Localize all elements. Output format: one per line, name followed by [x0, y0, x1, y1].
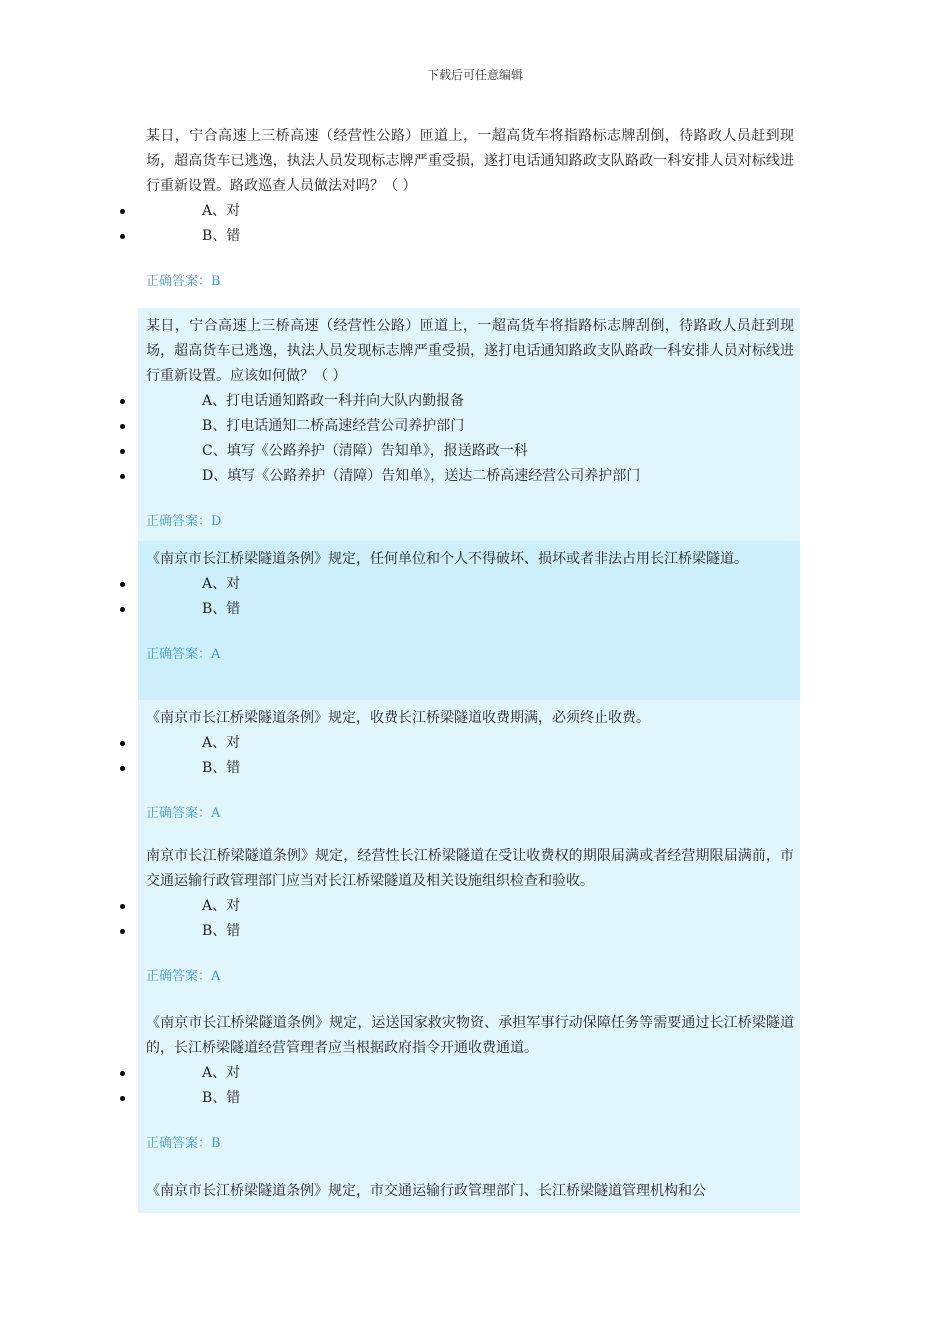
option-b[interactable]: B、错	[146, 1086, 794, 1111]
option-list	[146, 1061, 794, 1111]
option-b[interactable]: B、错	[146, 756, 794, 781]
option-a[interactable]: A、打电话通知路政一科并向大队内勤报备	[146, 389, 794, 414]
option-a[interactable]: A、对	[146, 731, 794, 756]
correct-answer: 正确答案：B	[146, 1136, 221, 1151]
question-3	[138, 541, 800, 700]
option-c[interactable]: C、填写《公路养护（清障）告知单》，报送路政一科	[146, 439, 794, 464]
option-list	[146, 389, 794, 489]
option-d[interactable]: D、填写《公路养护（清障）告知单》，送达二桥高速经营公司养护部门	[146, 464, 794, 489]
option-list	[146, 572, 794, 622]
option-list	[146, 199, 794, 249]
correct-answer: 正确答案：A	[146, 969, 221, 984]
question-7	[138, 1169, 800, 1213]
question-text: 某日，宁合高速上三桥高速（经营性公路）匝道上，一超高货车将指路标志牌刮倒，待路政人员赶到现场，超高货车已逃逸，执法人员发现标志牌严重受损，遂打电话通知路政支队路政一科安排人员对标线进行重新设置。路政巡查人员做法对吗？（ ）	[146, 128, 794, 194]
question-2	[138, 308, 800, 541]
page-header: 下载后可任意编辑	[426, 68, 523, 82]
question-text: 《南京市长江桥梁隧道条例》规定，运送国家救灾物资、承担军事行动保障任务等需要通过长江桥梁隧道的，长江桥梁隧道经营管理者应当根据政府指令开通收费通道。	[146, 1015, 794, 1056]
question-text: 《南京市长江桥梁隧道条例》规定，任何单位和个人不得破坏、损坏或者非法占用长江桥梁隧道。	[146, 551, 748, 567]
option-a[interactable]: A、对	[146, 572, 794, 597]
option-b[interactable]: B、打电话通知二桥高速经营公司养护部门	[146, 414, 794, 439]
correct-answer: 正确答案：B	[146, 274, 221, 289]
correct-answer: 正确答案：A	[146, 647, 221, 662]
question-1	[138, 120, 800, 308]
option-a[interactable]: A、对	[146, 894, 794, 919]
question-text: 某日，宁合高速上三桥高速（经营性公路）匝道上，一超高货车将指路标志牌刮倒，待路政人员赶到现场，超高货车已逃逸，执法人员发现标志牌严重受损，遂打电话通知路政支队路政一科安排人员对标线进行重新设置。应该如何做？（ ）	[146, 318, 794, 384]
option-a[interactable]: A、对	[146, 1061, 794, 1086]
correct-answer: 正确答案：A	[146, 806, 221, 821]
option-list	[146, 894, 794, 944]
option-b[interactable]: B、错	[146, 597, 794, 622]
correct-answer: 正确答案：D	[146, 514, 222, 529]
option-b[interactable]: B、错	[146, 919, 794, 944]
question-4	[138, 700, 800, 836]
option-b[interactable]: B、错	[146, 224, 794, 249]
option-list	[146, 731, 794, 781]
question-6	[138, 1003, 800, 1169]
question-text: 《南京市长江桥梁隧道条例》规定，收费长江桥梁隧道收费期满，必须终止收费。	[146, 710, 650, 726]
question-5	[138, 836, 800, 1003]
question-list	[138, 120, 800, 1213]
question-text: 南京市长江桥梁隧道条例》规定，经营性长江桥梁隧道在受让收费权的期限届满或者经营期限届满前，市交通运输行政管理部门应当对长江桥梁隧道及相关设施组织检查和验收。	[146, 848, 794, 889]
option-a[interactable]: A、对	[146, 199, 794, 224]
question-text: 《南京市长江桥梁隧道条例》规定，市交通运输行政管理部门、长江桥梁隧道管理机构和公	[146, 1183, 706, 1199]
